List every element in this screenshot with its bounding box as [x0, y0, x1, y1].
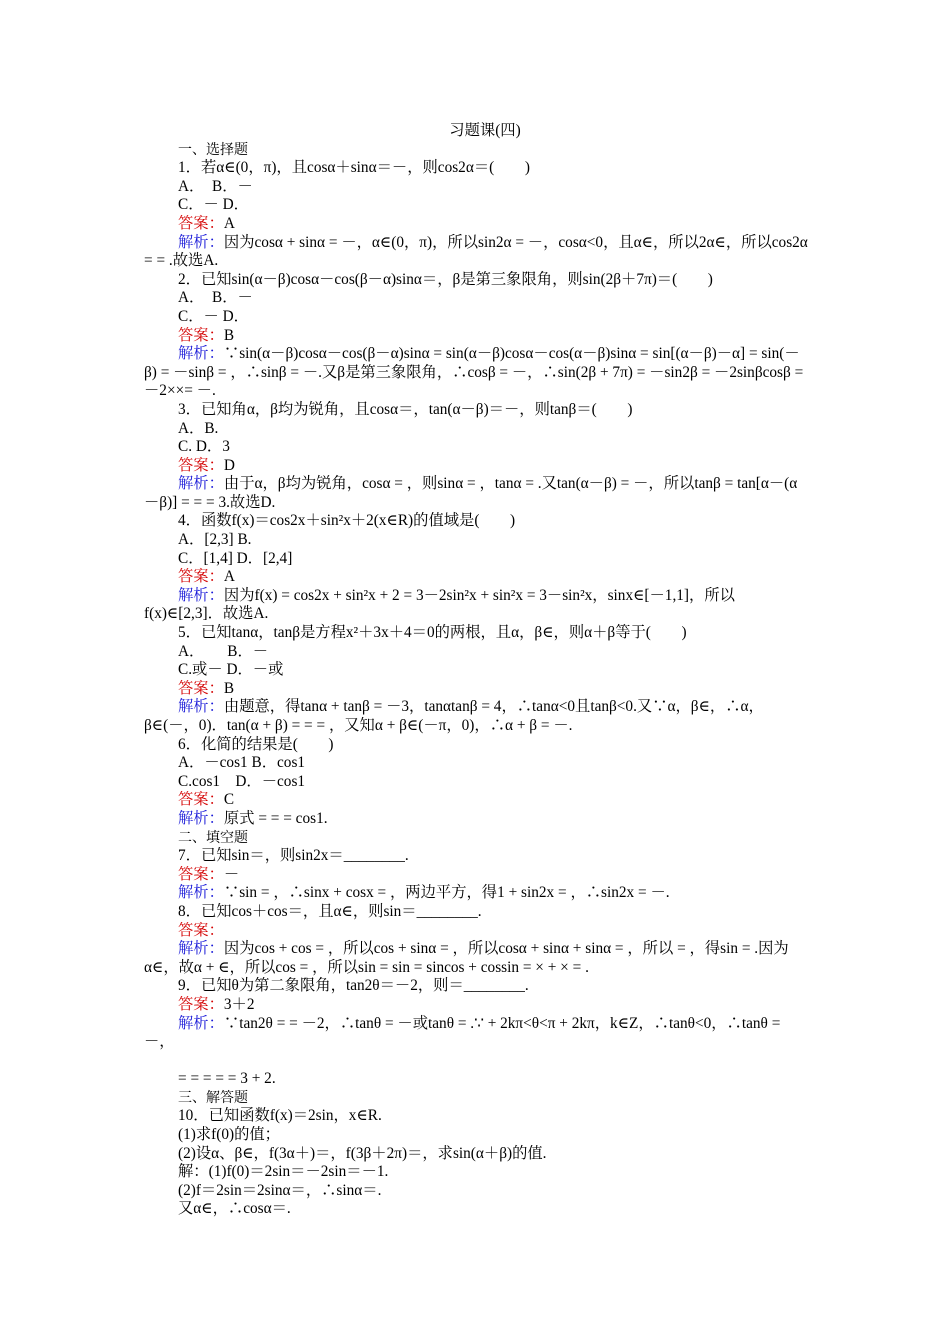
question-5-answer: B [223, 679, 235, 697]
question-2-options-ab: A． B．－ [178, 289, 253, 307]
answer-label: 答案： [178, 214, 224, 232]
question-6-stem: 6．化简的结果是( ) [178, 735, 334, 753]
question-10-part-2: (2)设α、β∈，f(3α＋)＝，f(3β＋2π)＝，求sin(α＋β)的值. [178, 1144, 547, 1162]
question-5-analysis: 由题意，得tanα + tanβ = －3，tanαtanβ = 4，∴tanα<0且tanβ<0.又∵α，β∈，∴α，β∈(－，0)．tan(α + β) = = = ，又知α + β∈(－π，0)，∴α + β = －. [144, 698, 764, 734]
page-title: 习题课(四) [449, 122, 521, 139]
analysis-label: 解析： [178, 940, 224, 958]
question-2-answer: B [223, 326, 235, 344]
question-2-options-cd: C．－ D． [178, 307, 249, 325]
worksheet-page [144, 122, 808, 1219]
section-heading-solve: 三、解答题 [178, 1089, 248, 1106]
question-10-part-1: (1)求f(0)的值； [178, 1126, 280, 1144]
question-3-stem: 3．已知角α，β均为锐角，且cosα＝，tan(α－β)＝－，则tanβ＝( ) [178, 400, 633, 418]
solution-label: 解： [178, 1163, 209, 1181]
question-2-stem: 2．已知sin(α－β)cosα－cos(β－α)sinα＝，β是第三象限角，则sin(2β＋7π)＝( ) [178, 270, 713, 288]
question-9-analysis: ∵tan2θ = = －2，∴tanθ = －或tanθ = .∵ + 2kπ<θ<π + 2kπ，k∈Z，∴tanθ<0，∴tanθ = －， [144, 1014, 781, 1051]
question-1-options-cd: C．－ D． [178, 196, 249, 214]
question-5-options-ab: A． B．－ [178, 642, 269, 660]
question-4-analysis: 因为f(x) = cos2x + sin²x + 2 = 3－2sin²x + sin²x = 3－sin²x，sinx∈[－1,1]，所以f(x)∈[2,3]．故选A. [144, 586, 735, 623]
question-5-stem: 5．已知tanα，tanβ是方程x²＋3x＋4＝0的两根，且α，β∈，则α＋β等于( ) [178, 624, 687, 642]
question-1-analysis: 因为cosα + sinα = －，α∈(0，π)，所以sin2α = －，cosα<0，且α∈，所以2α∈，所以cos2α = = .故选A. [144, 233, 808, 270]
question-1-answer: A [223, 214, 235, 232]
answer-label: 答案： [178, 921, 224, 939]
question-7-answer: － [223, 865, 240, 883]
question-3-options-cd: C. D．3 [178, 438, 230, 456]
answer-label: 答案： [178, 995, 224, 1013]
question-2-analysis: ∵sin(α－β)cosα－cos(β－α)sinα = sin(α－β)cosα－cos(α－β)sinα = sin[(α－β)－α] = sin(－β) = －sinβ = ，∴sinβ = －.又β是第三象限角，∴cosβ = －，∴sin(2β + 7π) = －sin2β = －2sinβcosβ = －2××= －. [144, 345, 804, 400]
section-heading-choice: 一、选择题 [178, 141, 248, 158]
question-6-options-cd: C.cos1 D．－cos1 [178, 772, 306, 790]
question-8-stem: 8．已知cos＋cos＝，且α∈，则sin＝________. [178, 902, 482, 920]
question-10-solution-1: (1)f(0)＝2sin＝－2sin＝－1. [208, 1163, 389, 1181]
question-4-stem: 4．函数f(x)＝cos2x＋sin²x＋2(x∈R)的值域是( ) [178, 512, 516, 530]
question-3-options-ab: A．B. [178, 419, 219, 437]
analysis-label: 解析： [178, 1014, 224, 1032]
question-6-answer: C [223, 791, 235, 809]
answer-label: 答案： [178, 568, 224, 586]
question-5-options-cd: C.或－ D．－或 [178, 661, 284, 679]
analysis-label: 解析： [178, 586, 224, 604]
question-6-options-ab: A．－cos1 B．cos1 [178, 754, 306, 772]
analysis-label: 解析： [178, 698, 224, 716]
question-9-analysis-continued: = = = = = 3 + 2. [178, 1070, 276, 1088]
question-4-options-cd: C．[1,4] D．[2,4] [178, 549, 293, 567]
answer-label: 答案： [178, 679, 224, 697]
question-9-answer: 3＋2 [223, 995, 255, 1013]
question-1-stem: 1．若α∈(0，π)，且cosα＋sinα＝－，则cos2α＝( ) [178, 159, 530, 177]
question-6-analysis: 原式 = = = cos1. [223, 809, 328, 827]
question-3-analysis: 由于α，β均为锐角，cosα = ，则sinα = ，tanα = .又tan(α－β) = －，所以tanβ = tan[α－(α－β)] = = = 3.故选D. [144, 475, 798, 511]
question-9-stem: 9．已知θ为第二象限角，tan2θ＝－2，则＝________. [178, 977, 529, 995]
section-heading-fill: 二、填空题 [178, 829, 248, 846]
question-10-solution-2: (2)f＝2sin＝2sinα＝，∴sinα＝. [178, 1181, 382, 1199]
answer-label: 答案： [178, 791, 224, 809]
question-10-stem: 10．已知函数f(x)＝2sin，x∈R. [178, 1107, 382, 1125]
question-8-analysis: 因为cos + cos = ，所以cos + sinα = ，所以cosα + sinα + sinα = ，所以 = ，得sin = .因为α∈，故α + ∈，所以cos = ，所以sin = sin = sincos + cossin = × + × = . [144, 940, 789, 976]
question-10-solution-3: 又α∈，∴cosα＝. [178, 1200, 291, 1218]
answer-label: 答案： [178, 865, 224, 883]
answer-label: 答案： [178, 456, 224, 474]
analysis-label: 解析： [178, 475, 224, 493]
analysis-label: 解析： [178, 809, 224, 827]
analysis-label: 解析： [178, 233, 224, 251]
question-1-options-ab: A． B．－ [178, 177, 253, 195]
question-7-stem: 7．已知sin＝，则sin2x＝________. [178, 847, 409, 865]
formula-gap [144, 1052, 808, 1071]
question-4-options-ab: A．[2,3] B. [178, 531, 252, 549]
analysis-label: 解析： [178, 345, 224, 363]
question-3-answer: D [223, 456, 235, 474]
analysis-label: 解析： [178, 884, 224, 902]
question-4-answer: A [223, 568, 235, 586]
answer-label: 答案： [178, 326, 224, 344]
question-7-analysis: ∵sin = ，∴sinx + cosx = ，两边平方，得1 + sin2x = ，∴sin2x = －. [223, 884, 670, 902]
